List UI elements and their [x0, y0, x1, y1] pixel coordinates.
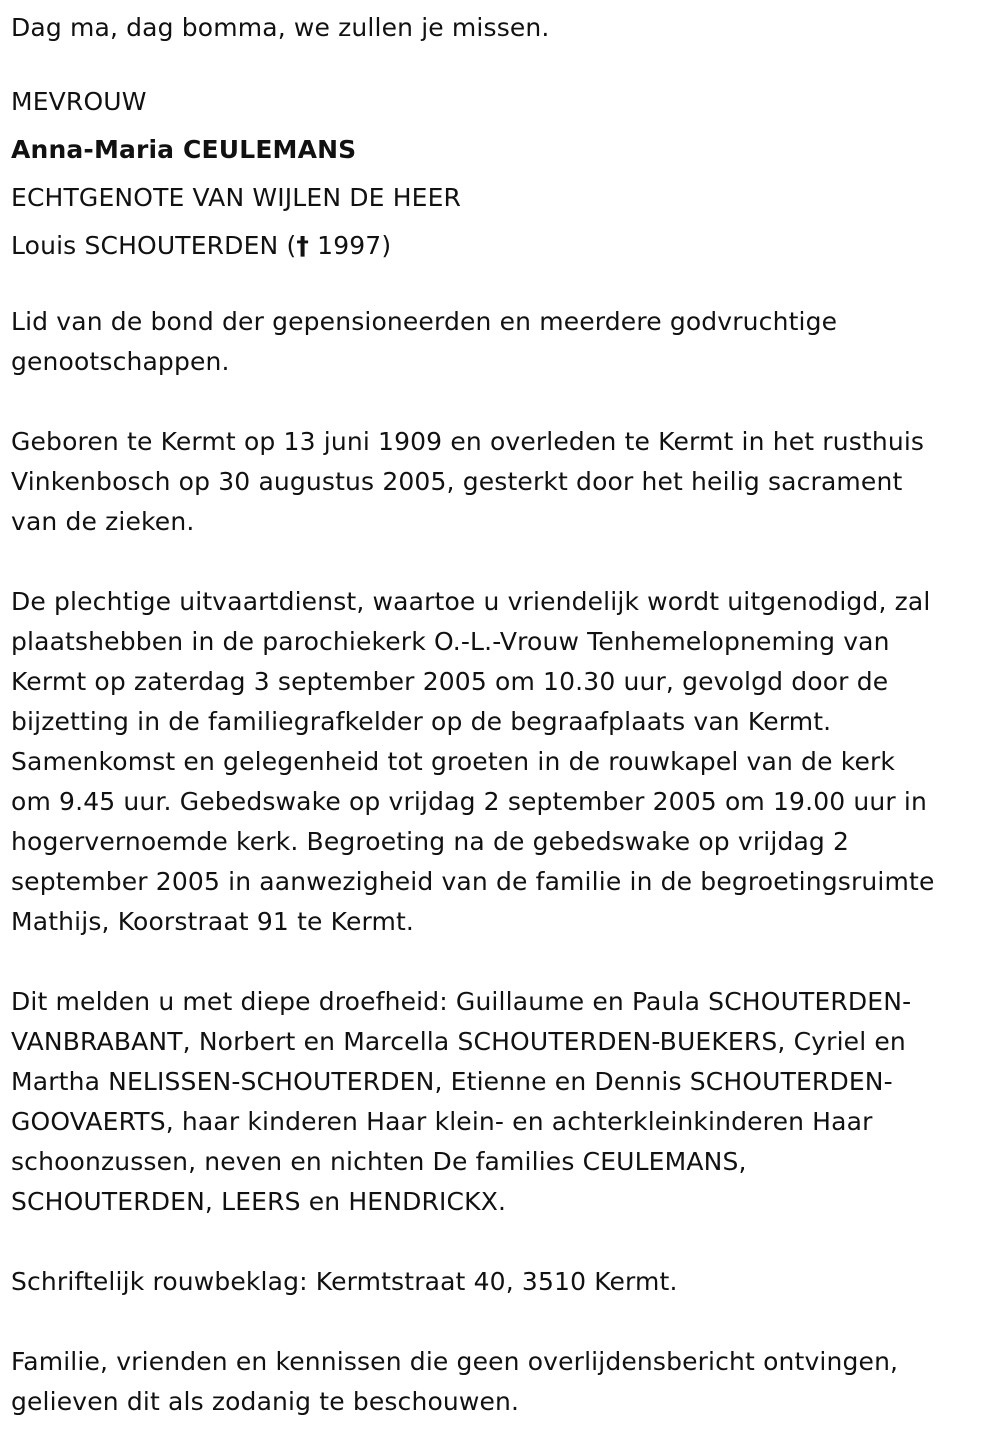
paragraph-line: bijzetting in de familiegrafkelder op de begraafplaats van Kermt. — [11, 707, 832, 736]
paragraph-line: Familie, vrienden en kennissen die geen overlijdensbericht ontvingen, — [11, 1347, 899, 1376]
paragraph-line: Mathijs, Koorstraat 91 te Kermt. — [11, 907, 415, 936]
spouse-year: 1997) — [309, 231, 392, 260]
deceased-name: Anna-Maria CEULEMANS — [11, 135, 357, 164]
paragraph-line: Geboren te Kermt op 13 juni 1909 en overleden te Kermt in het rusthuis — [11, 427, 925, 456]
paragraph-line: Samenkomst en gelegenheid tot groeten in de rouwkapel van de kerk — [11, 747, 896, 776]
deceased-header — [11, 78, 991, 270]
paragraph-line: VANBRABANT, Norbert en Marcella SCHOUTERDEN-BUEKERS, Cyriel en — [11, 1027, 906, 1056]
paragraph-line: om 9.45 uur. Gebedswake op vrijdag 2 september 2005 om 19.00 uur in — [11, 787, 928, 816]
paragraph-line: Dit melden u met diepe droefheid: Guillaume en Paula SCHOUTERDEN- — [11, 987, 912, 1016]
paragraph-line: schoonzussen, neven en nichten De families CEULEMANS, — [11, 1147, 747, 1176]
opening-line: Dag ma, dag bomma, we zullen je missen. — [11, 13, 550, 42]
paragraph-line: Vinkenbosch op 30 augustus 2005, gesterkt door het heilig sacrament — [11, 467, 903, 496]
obituary-notice — [11, 8, 991, 1422]
family-paragraph — [11, 982, 991, 1222]
closing-paragraph — [11, 1342, 991, 1422]
cross-icon: † — [296, 231, 310, 260]
paragraph-line: plaatshebben in de parochiekerk O.-L.-Vrouw Tenhemelopneming van — [11, 627, 890, 656]
paragraph-line: De plechtige uitvaartdienst, waartoe u vriendelijk wordt uitgenodigd, zal — [11, 587, 931, 616]
paragraph-line: hogervernoemde kerk. Begroeting na de gebedswake op vrijdag 2 — [11, 827, 850, 856]
paragraph-line: genootschappen. — [11, 347, 230, 376]
relation-line: ECHTGENOTE VAN WIJLEN DE HEER — [11, 183, 462, 212]
paragraph-line: Martha NELISSEN-SCHOUTERDEN, Etienne en Dennis SCHOUTERDEN- — [11, 1067, 893, 1096]
spouse-name: Louis SCHOUTERDEN ( — [11, 231, 297, 260]
funeral-paragraph — [11, 582, 991, 942]
condolence-paragraph — [11, 1262, 991, 1302]
membership-paragraph — [11, 302, 991, 382]
paragraph-line: SCHOUTERDEN, LEERS en HENDRICKX. — [11, 1187, 507, 1216]
paragraph-line: september 2005 in aanwezigheid van de familie in de begroetingsruimte — [11, 867, 935, 896]
paragraph-line: GOOVAERTS, haar kinderen Haar klein- en achterkleinkinderen Haar — [11, 1107, 873, 1136]
paragraph-line: Lid van de bond der gepensioneerden en meerdere godvruchtige — [11, 307, 838, 336]
title-line: MEVROUW — [11, 87, 147, 116]
condolence-address: Schriftelijk rouwbeklag: Kermtstraat 40, 3510 Kermt. — [11, 1267, 678, 1296]
birth-death-paragraph — [11, 422, 991, 542]
paragraph-line: Kermt op zaterdag 3 september 2005 om 10.30 uur, gevolgd door de — [11, 667, 889, 696]
paragraph-line: van de zieken. — [11, 507, 195, 536]
paragraph-line: gelieven dit als zodanig te beschouwen. — [11, 1387, 520, 1416]
spouse-line — [11, 222, 991, 270]
